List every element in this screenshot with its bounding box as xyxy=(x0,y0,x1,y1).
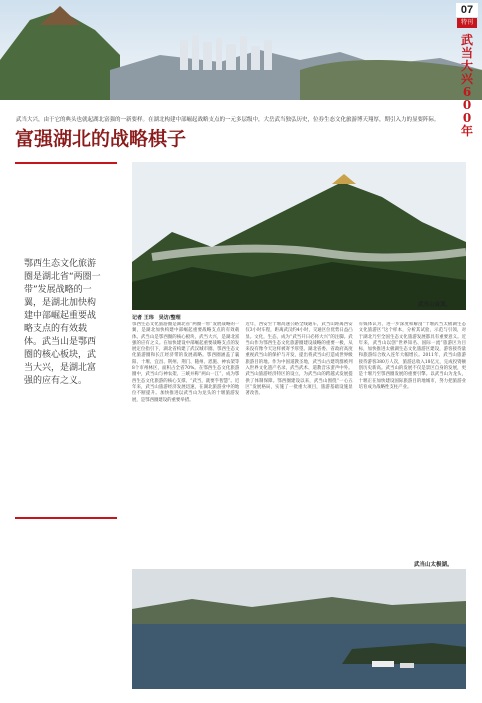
article-column: 近年，西安至十堰高速公路全线通车，武当山距离西安仅3小时车程，距离武汉约4小时，交通区位优势日益凸显。文化，生态，成为“武当开日必将大兴”的注脚。武当山作为鄂西生态文化旅游圈建设战略的重要一极，从来没有像今天这样被寄予厚望。湖北省委、省政府高度重视武当山的保护与开发，提出将武当山打造成世界级旅游目的地。作为中国道教圣地，武当山古建筑群被列入世界文化遗产名录，武当武术、道教音乐蜚声中外。武当山旅游经济特区的设立，为武当山的跨越式发展提供了体制保障。鄂西圈建设以来，武当山围绕“一心五区”发展格局，实施了一批重大项目，旅游基础设施显著改善。 xyxy=(245,322,353,397)
masthead-banner-photo xyxy=(0,0,482,100)
byline: 记者 王玮 吴访/整理 xyxy=(132,315,181,321)
divider-rule xyxy=(15,162,117,164)
photo-caption: 武当山太极湖。 xyxy=(414,562,453,568)
article-headline: 富强湖北的战略棋子 xyxy=(15,128,187,150)
vertical-section-title: 武当大兴600年 xyxy=(460,33,473,138)
divider-rule xyxy=(15,517,117,519)
pull-quote: 鄂西生态文化旅游圈是湖北省“两圈一带”发展战略的一翼，是湖北加快构建中部崛起重要战略支点的有效载体。武当山是鄂西圈的核心板块，武当大兴，是湖北富强的应有之义。 xyxy=(24,259,101,386)
article-deck: 武当大兴，由于它的典头也就起湖北富强的一新要样。在湖北构建中部崛起战略支点的一元多层级中，大岳武当独弘历史，位券生态文化旅游博天翔厚，期引入力的显要阵际。 xyxy=(16,117,440,123)
article-column: 鄂西生态文化旅游圈是湖北省“两圈一带”发展战略的一翼，是湖北加快构建中部崛起重要战略支点的有效载体。武当山是鄂西圈的核心板块，武当大兴，是湖北富强的应有之义。在加快建设中部崛起重要战略支点的发展定位指引下，湖北省构建了武汉城市圈、鄂西生态文化旅游圈和长江经济带的发展战略。鄂西圈涵盖了襄阳、十堰、宜昌、荆州、荆门、随州、恩施、神农架等8个市州林区，面积占全省70%。在鄂西生态文化旅游圈中，武当山与神农架、三峡并称“两山一江”，成为鄂西生态文化旅游的核心支撑。“武当，就要乎智慧”。近年来，武当山旅游经济发展迅速，在湖北旅游业中的地位不断提升。加快推进以武当山为龙头的十堰旅游发展，是鄂西圈建设的重要举措。 xyxy=(132,322,240,403)
article-column: 有媒体认为，进一步深度和解剖“十堰武当太极湖生态文化旅游区”这个样本，分析其试验，示范与引领，对于湖北乃至全国生态文化旅游发展都具有重要意义。近年来，武当山以创“世界知名、国际一流”旅游区为目标，加快推进太极湖生态文化旅游区建设，游客接待量和旅游综合收入连年大幅增长。2011年，武当山旅游接待游客380万人次，旅游总收入18亿元，完成投资额创历史新高。武当山的发展不仅是景区自身的发展，更是十堰乃至鄂西圈发展的重要引擎。以武当山为龙头，十堰正在加快建设国际旅游目的地城市，努力把旅游业培育成为战略性支柱产业。 xyxy=(358,322,466,390)
taiji-lake-photo xyxy=(132,569,466,689)
section-tag: 特刊 xyxy=(457,18,477,28)
golden-summit-photo xyxy=(132,162,466,310)
article-body xyxy=(132,322,466,562)
page-number: 07 xyxy=(456,3,478,17)
photo-caption: 武当山金顶。 xyxy=(418,302,452,308)
